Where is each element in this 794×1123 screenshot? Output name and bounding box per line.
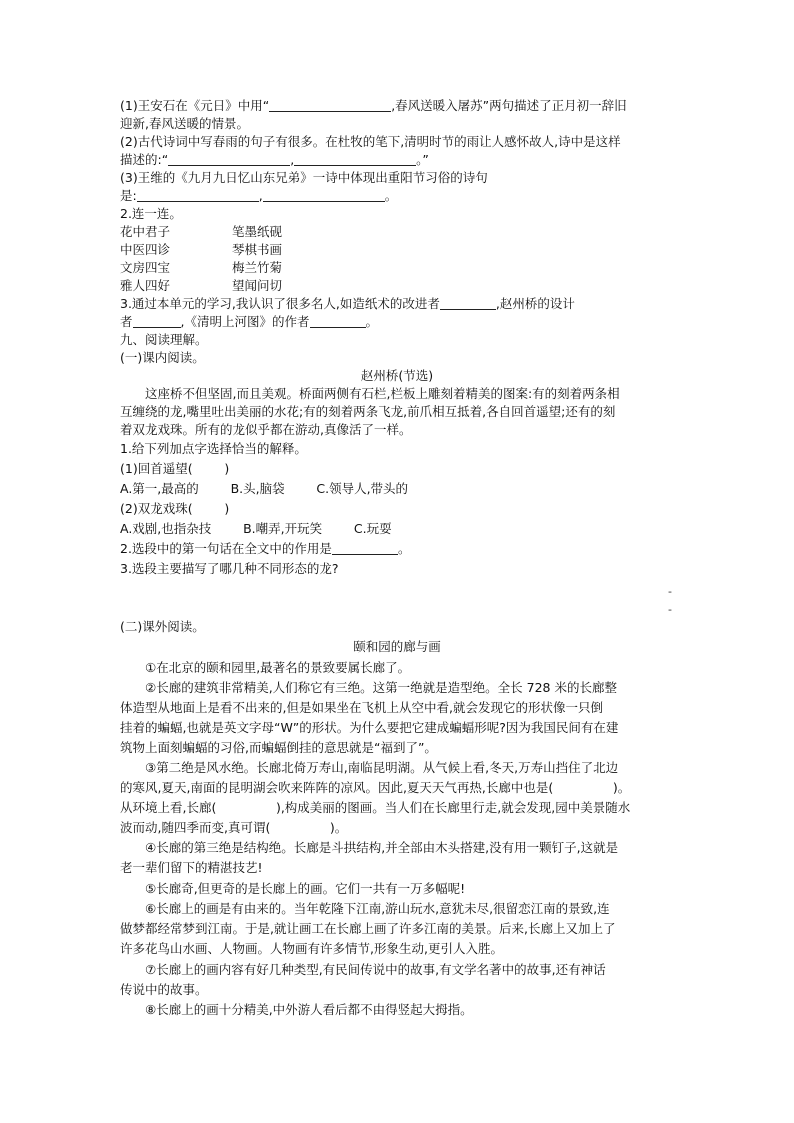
- match-right-1[interactable]: 笔墨纸砚: [232, 224, 283, 239]
- match-left-1[interactable]: 花中君子: [120, 224, 171, 239]
- reading1-q1: 1.给下列加点字选择恰当的解释。: [120, 441, 307, 456]
- poem-question-1: [120, 97, 627, 114]
- answer-blank[interactable]: [133, 314, 181, 328]
- reading2-line: 体造型从地面上是看不出来的,但是如果坐在飞机上从空中看,就会发现它的形状像一只倒: [120, 700, 603, 715]
- reading2-line: ⑤长廊奇,但更奇的是长廊上的画。它们一共有一万多幅呢!: [145, 881, 466, 896]
- question-text: 描述的:“: [120, 152, 169, 167]
- question-text: 3.通过本单元的学习,我认识了很多名人,如造纸术的改进者: [120, 296, 440, 311]
- margin-dash: -: [668, 603, 672, 616]
- reading1-q1b[interactable]: (2)双龙戏珠( ): [120, 501, 230, 516]
- reading2-line: 从环境上看,长廊( ),构成美丽的图画。当人们在长廊里行走,就会发现,园中美景随水: [120, 800, 631, 815]
- reading2-heading: (二)课外阅读。: [120, 619, 205, 634]
- answer-blank[interactable]: [332, 541, 398, 555]
- question-text: 。: [365, 314, 379, 329]
- reading2-line: 做梦都经常梦到江南。于是,就让画工在长廊上画了许多江南的美景。后来,长廊上又加上了: [120, 921, 616, 936]
- reading1-q1b-options: A.戏剧,也指杂技 B.嘲弄,开玩笑 C.玩耍: [120, 521, 392, 536]
- question-text: ,春风送暖入屠苏”两句描述了正月初一辞旧: [391, 98, 627, 113]
- reading2-line: ⑦长廊上的画内容有好几种类型,有民间传说中的故事,有文学名著中的故事,还有神话: [145, 962, 606, 977]
- reading1-title: 赵州桥(节选): [360, 368, 434, 383]
- question-text: ,: [290, 152, 295, 167]
- reading2-line: 筑物上面刻蝙蝠的习俗,而蝙蝠倒挂的意思就是“福到了”。: [120, 740, 437, 755]
- match-left-4[interactable]: 雅人四好: [120, 278, 171, 293]
- match-right-2[interactable]: 琴棋书画: [232, 242, 283, 257]
- reading2-line: ④长廊的第三绝是结构绝。长廊是斗拱结构,并全部由木头搭建,没有用一颗钉子,这就是: [145, 840, 619, 855]
- question-text: 是:: [120, 188, 137, 203]
- reading2-line: 许多花鸟山水画、人物画。人物画有许多情节,形象生动,更引人入胜。: [120, 941, 503, 956]
- reading2-line: 的寒风,夏天,南面的昆明湖会吹来阵阵的凉风。因此,夏天天气再热,长廊中也是( )。: [120, 780, 631, 795]
- question-text: (1)王安石在《元日》中用“: [120, 98, 270, 113]
- answer-blank[interactable]: [263, 188, 385, 202]
- question-text: ,《清明上河图》的作者: [180, 314, 310, 329]
- reading1-q2: [120, 540, 410, 557]
- reading1-paragraph: 这座桥不但坚固,而且美观。桥面两侧有石栏,栏板上雕刻着精美的图案:有的刻着两条相: [145, 386, 620, 401]
- match-left-3[interactable]: 文房四宝: [120, 260, 171, 275]
- reading2-line: 老一辈们留下的精湛技艺!: [120, 860, 263, 875]
- reading2-line: 传说中的故事。: [120, 982, 208, 997]
- reading1-heading: (一)课内阅读。: [120, 350, 205, 365]
- poem-question-3-cont: [120, 187, 397, 204]
- reading1-paragraph: 着双龙戏珠。所有的龙似乎都在游动,真像活了一样。: [120, 422, 412, 437]
- question-text: 者: [120, 314, 133, 329]
- match-title: 2.连一连。: [120, 206, 182, 221]
- answer-blank[interactable]: [440, 296, 496, 310]
- question-text: ,: [258, 188, 263, 203]
- answer-blank[interactable]: [269, 98, 391, 112]
- margin-dash: -: [668, 585, 672, 598]
- poem-question-2: (2)古代诗词中写春雨的句子有很多。在杜牧的笔下,清明时节的雨让人感怀故人,诗中是这样: [120, 134, 621, 149]
- match-right-3[interactable]: 梅兰竹菊: [232, 260, 283, 275]
- match-right-4[interactable]: 望闻问切: [232, 278, 283, 293]
- poem-question-3: (3)王维的《九月九日忆山东兄弟》一诗中体现出重阳节习俗的诗句: [120, 170, 488, 185]
- reading2-line: ⑥长廊上的画是有由来的。当年乾隆下江南,游山玩水,意犹未尽,很留恋江南的景致,连: [145, 901, 610, 916]
- people-question-cont: [120, 313, 378, 330]
- poem-question-1-cont: 迎新,春风送暖的情景。: [120, 116, 249, 131]
- reading2-line: 挂着的蝙蝠,也就是英文字母“W”的形状。为什么要把它建成蝙蝠形呢?因为我国民间有在建: [120, 720, 619, 735]
- question-text: 。: [397, 541, 411, 556]
- people-question: [120, 295, 575, 312]
- question-text: ,赵州桥的设计: [495, 296, 575, 311]
- question-text: 。: [384, 188, 398, 203]
- match-left-2[interactable]: 中医四诊: [120, 242, 171, 257]
- answer-blank[interactable]: [294, 152, 416, 166]
- answer-blank[interactable]: [137, 188, 259, 202]
- reading2-title: 颐和园的廊与画: [353, 639, 441, 654]
- reading1-q1a[interactable]: (1)回首遥望( ): [120, 461, 230, 476]
- reading1-paragraph: 互缠绕的龙,嘴里吐出美丽的水花;有的刻着两条飞龙,前爪相互抵着,各自回首遥望;还有的刻: [120, 404, 616, 419]
- poem-question-2-cont: [120, 151, 429, 168]
- reading1-q1a-options: A.第一,最高的 B.头,脑袋 C.领导人,带头的: [120, 481, 409, 496]
- answer-blank[interactable]: [168, 152, 290, 166]
- reading2-line: ②长廊的建筑非常精美,人们称它有三绝。这第一绝就是造型绝。全长 728 米的长廊整: [145, 680, 617, 695]
- reading2-line: ①在北京的颐和园里,最著名的景致要属长廊了。: [145, 660, 411, 675]
- question-text: 。”: [416, 152, 429, 167]
- reading2-line: ⑧长廊上的画十分精美,中外游人看后都不由得竖起大拇指。: [145, 1002, 473, 1017]
- reading2-line: ③第二绝是风水绝。长廊北倚万寿山,南临昆明湖。从气候上看,冬天,万寿山挡住了北边: [145, 760, 619, 775]
- section-heading: 九、阅读理解。: [120, 332, 208, 347]
- reading2-line: 波而动,随四季而变,真可谓( )。: [120, 820, 348, 835]
- reading1-q3: 3.选段主要描写了哪几种不同形态的龙?: [120, 561, 339, 576]
- question-text: 2.选段中的第一句话在全文中的作用是: [120, 541, 332, 556]
- answer-blank[interactable]: [310, 314, 366, 328]
